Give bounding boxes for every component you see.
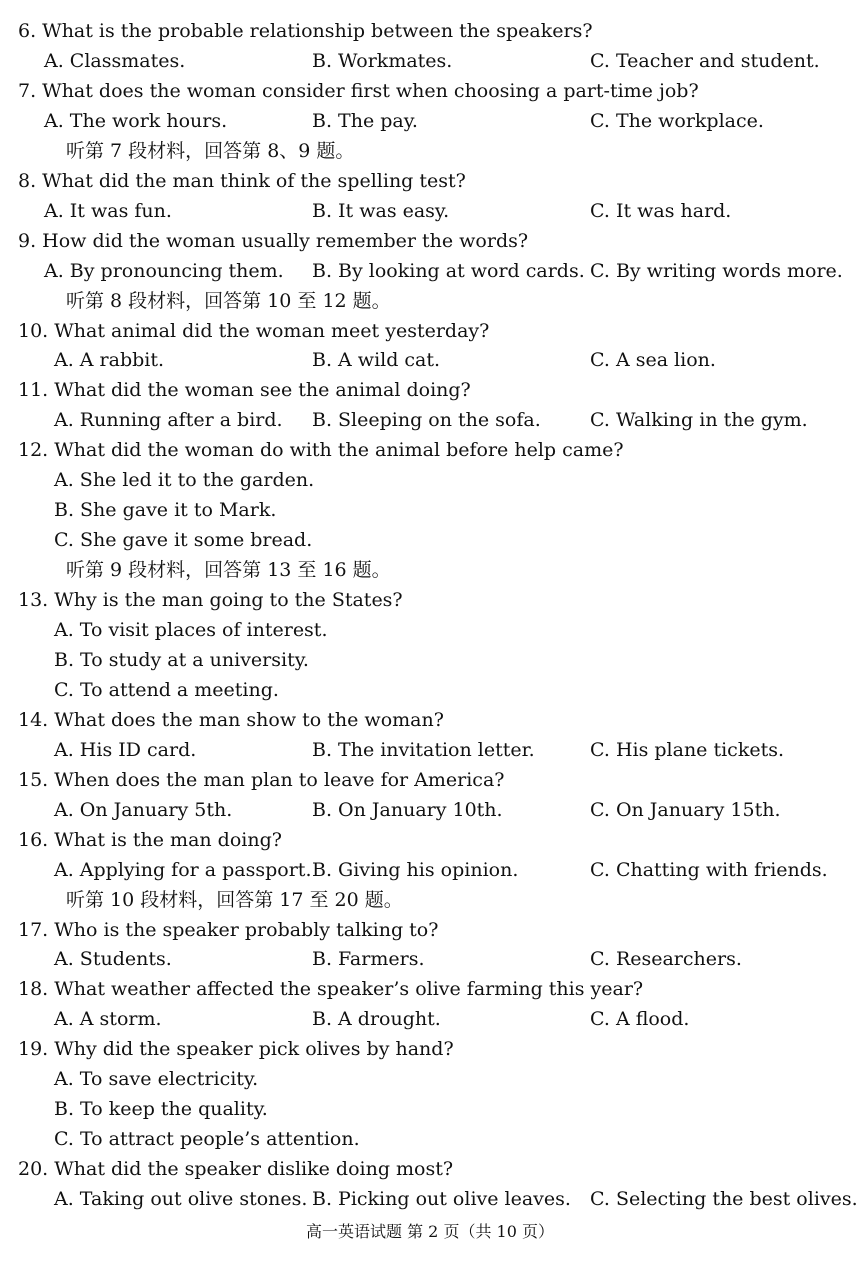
question-19-option-b: B. To keep the quality.: [54, 1098, 268, 1121]
question-15-option-b: B. On January 10th.: [312, 798, 503, 821]
question-15-stem: 15. When does the man plan to leave for America?: [18, 768, 505, 791]
question-18-option-b: B. A drought.: [312, 1008, 441, 1031]
question-11-option-b: B. Sleeping on the sofa.: [312, 409, 541, 432]
question-14-option-c: C. His plane tickets.: [590, 738, 784, 761]
question-6-option-a: A. Classmates.: [44, 49, 186, 72]
question-8-option-c: C. It was hard.: [590, 199, 732, 222]
question-20-option-b: B. Picking out olive leaves.: [312, 1188, 571, 1211]
question-15-option-a: A. On January 5th.: [54, 798, 233, 821]
question-8-stem: 8. What did the man think of the spelling test?: [18, 169, 466, 192]
question-8-option-b: B. It was easy.: [312, 199, 450, 222]
question-18-stem: 18. What weather affected the speaker’s olive farming this year?: [18, 978, 644, 1001]
section-instruction: 听第 8 段材料，回答第 10 至 12 题。: [66, 289, 391, 312]
question-15-option-c: C. On January 15th.: [590, 798, 781, 821]
question-9-options: [0, 256, 860, 286]
question-14-stem: 14. What does the man show to the woman?: [18, 708, 444, 731]
question-18-options: [0, 1004, 860, 1034]
question-6-option-b: B. Workmates.: [312, 49, 453, 72]
question-17-option-c: C. Researchers.: [590, 948, 742, 971]
question-20-option-a: A. Taking out olive stones.: [54, 1188, 308, 1211]
question-13-option-c: C. To attend a meeting.: [54, 678, 279, 701]
question-7-option-c: C. The workplace.: [590, 109, 764, 132]
question-16-option-b: B. Giving his opinion.: [312, 858, 519, 881]
question-20-stem: 20. What did the speaker dislike doing most?: [18, 1158, 454, 1181]
question-12-option-c: C. She gave it some bread.: [54, 529, 313, 552]
question-10-stem: 10. What animal did the woman meet yesterday?: [18, 319, 490, 342]
question-10-option-a: A. A rabbit.: [54, 349, 165, 372]
question-6-options: [0, 46, 860, 76]
question-11-option-a: A. Running after a bird.: [54, 409, 283, 432]
question-9-option-c: C. By writing words more.: [590, 259, 843, 282]
question-11-option-c: C. Walking in the gym.: [590, 409, 808, 432]
question-17-options: [0, 944, 860, 974]
question-9-option-b: B. By looking at word cards.: [312, 259, 585, 282]
question-18-option-c: C. A flood.: [590, 1008, 690, 1031]
question-6-stem: 6. What is the probable relationship between the speakers?: [18, 20, 593, 42]
question-9-option-a: A. By pronouncing them.: [44, 259, 284, 282]
question-7-option-b: B. The pay.: [312, 109, 418, 132]
question-15-options: [0, 795, 860, 825]
question-7-option-a: A. The work hours.: [44, 109, 228, 132]
page-footer: 高一英语试题 第 2 页（共 10 页）: [306, 1222, 554, 1241]
question-20-option-c: C. Selecting the best olives.: [590, 1188, 858, 1211]
question-14-option-a: A. His ID card.: [54, 738, 197, 761]
question-18-option-a: A. A storm.: [54, 1008, 162, 1031]
question-11-stem: 11. What did the woman see the animal doing?: [18, 379, 471, 402]
question-10-option-b: B. A wild cat.: [312, 349, 441, 372]
question-13-option-b: B. To study at a university.: [54, 648, 309, 671]
question-7-options: [0, 106, 860, 136]
question-10-option-c: C. A sea lion.: [590, 349, 716, 372]
question-10-options: [0, 345, 860, 375]
question-12-stem: 12. What did the woman do with the animal before help came?: [18, 439, 624, 462]
question-17-option-b: B. Farmers.: [312, 948, 425, 971]
question-14-option-b: B. The invitation letter.: [312, 738, 535, 761]
question-16-options: [0, 855, 860, 885]
question-19-option-a: A. To save electricity.: [54, 1068, 259, 1091]
question-6-option-c: C. Teacher and student.: [590, 49, 820, 72]
section-instruction: 听第 9 段材料，回答第 13 至 16 题。: [66, 559, 391, 582]
question-14-options: [0, 735, 860, 765]
question-19-option-c: C. To attract people’s attention.: [54, 1128, 360, 1151]
question-16-option-a: A. Applying for a passport.: [54, 858, 312, 881]
question-12-option-b: B. She gave it to Mark.: [54, 499, 277, 522]
question-7-stem: 7. What does the woman consider first when choosing a part-time job?: [18, 79, 699, 102]
question-17-option-a: A. Students.: [54, 948, 172, 971]
section-instruction: 听第 10 段材料，回答第 17 至 20 题。: [66, 888, 403, 911]
question-17-stem: 17. Who is the speaker probably talking to?: [18, 918, 439, 941]
question-11-options: [0, 405, 860, 435]
question-8-option-a: A. It was fun.: [44, 199, 172, 222]
question-9-stem: 9. How did the woman usually remember the words?: [18, 229, 529, 252]
question-13-option-a: A. To visit places of interest.: [54, 619, 328, 641]
question-20-options: [0, 1184, 860, 1214]
question-12-option-a: A. She led it to the garden.: [54, 469, 315, 492]
question-8-options: [0, 196, 860, 226]
question-13-stem: 13. Why is the man going to the States?: [18, 589, 403, 612]
question-16-option-c: C. Chatting with friends.: [590, 858, 828, 881]
section-instruction: 听第 7 段材料，回答第 8、9 题。: [66, 139, 355, 162]
question-16-stem: 16. What is the man doing?: [18, 828, 282, 851]
question-19-stem: 19. Why did the speaker pick olives by hand?: [18, 1038, 454, 1061]
